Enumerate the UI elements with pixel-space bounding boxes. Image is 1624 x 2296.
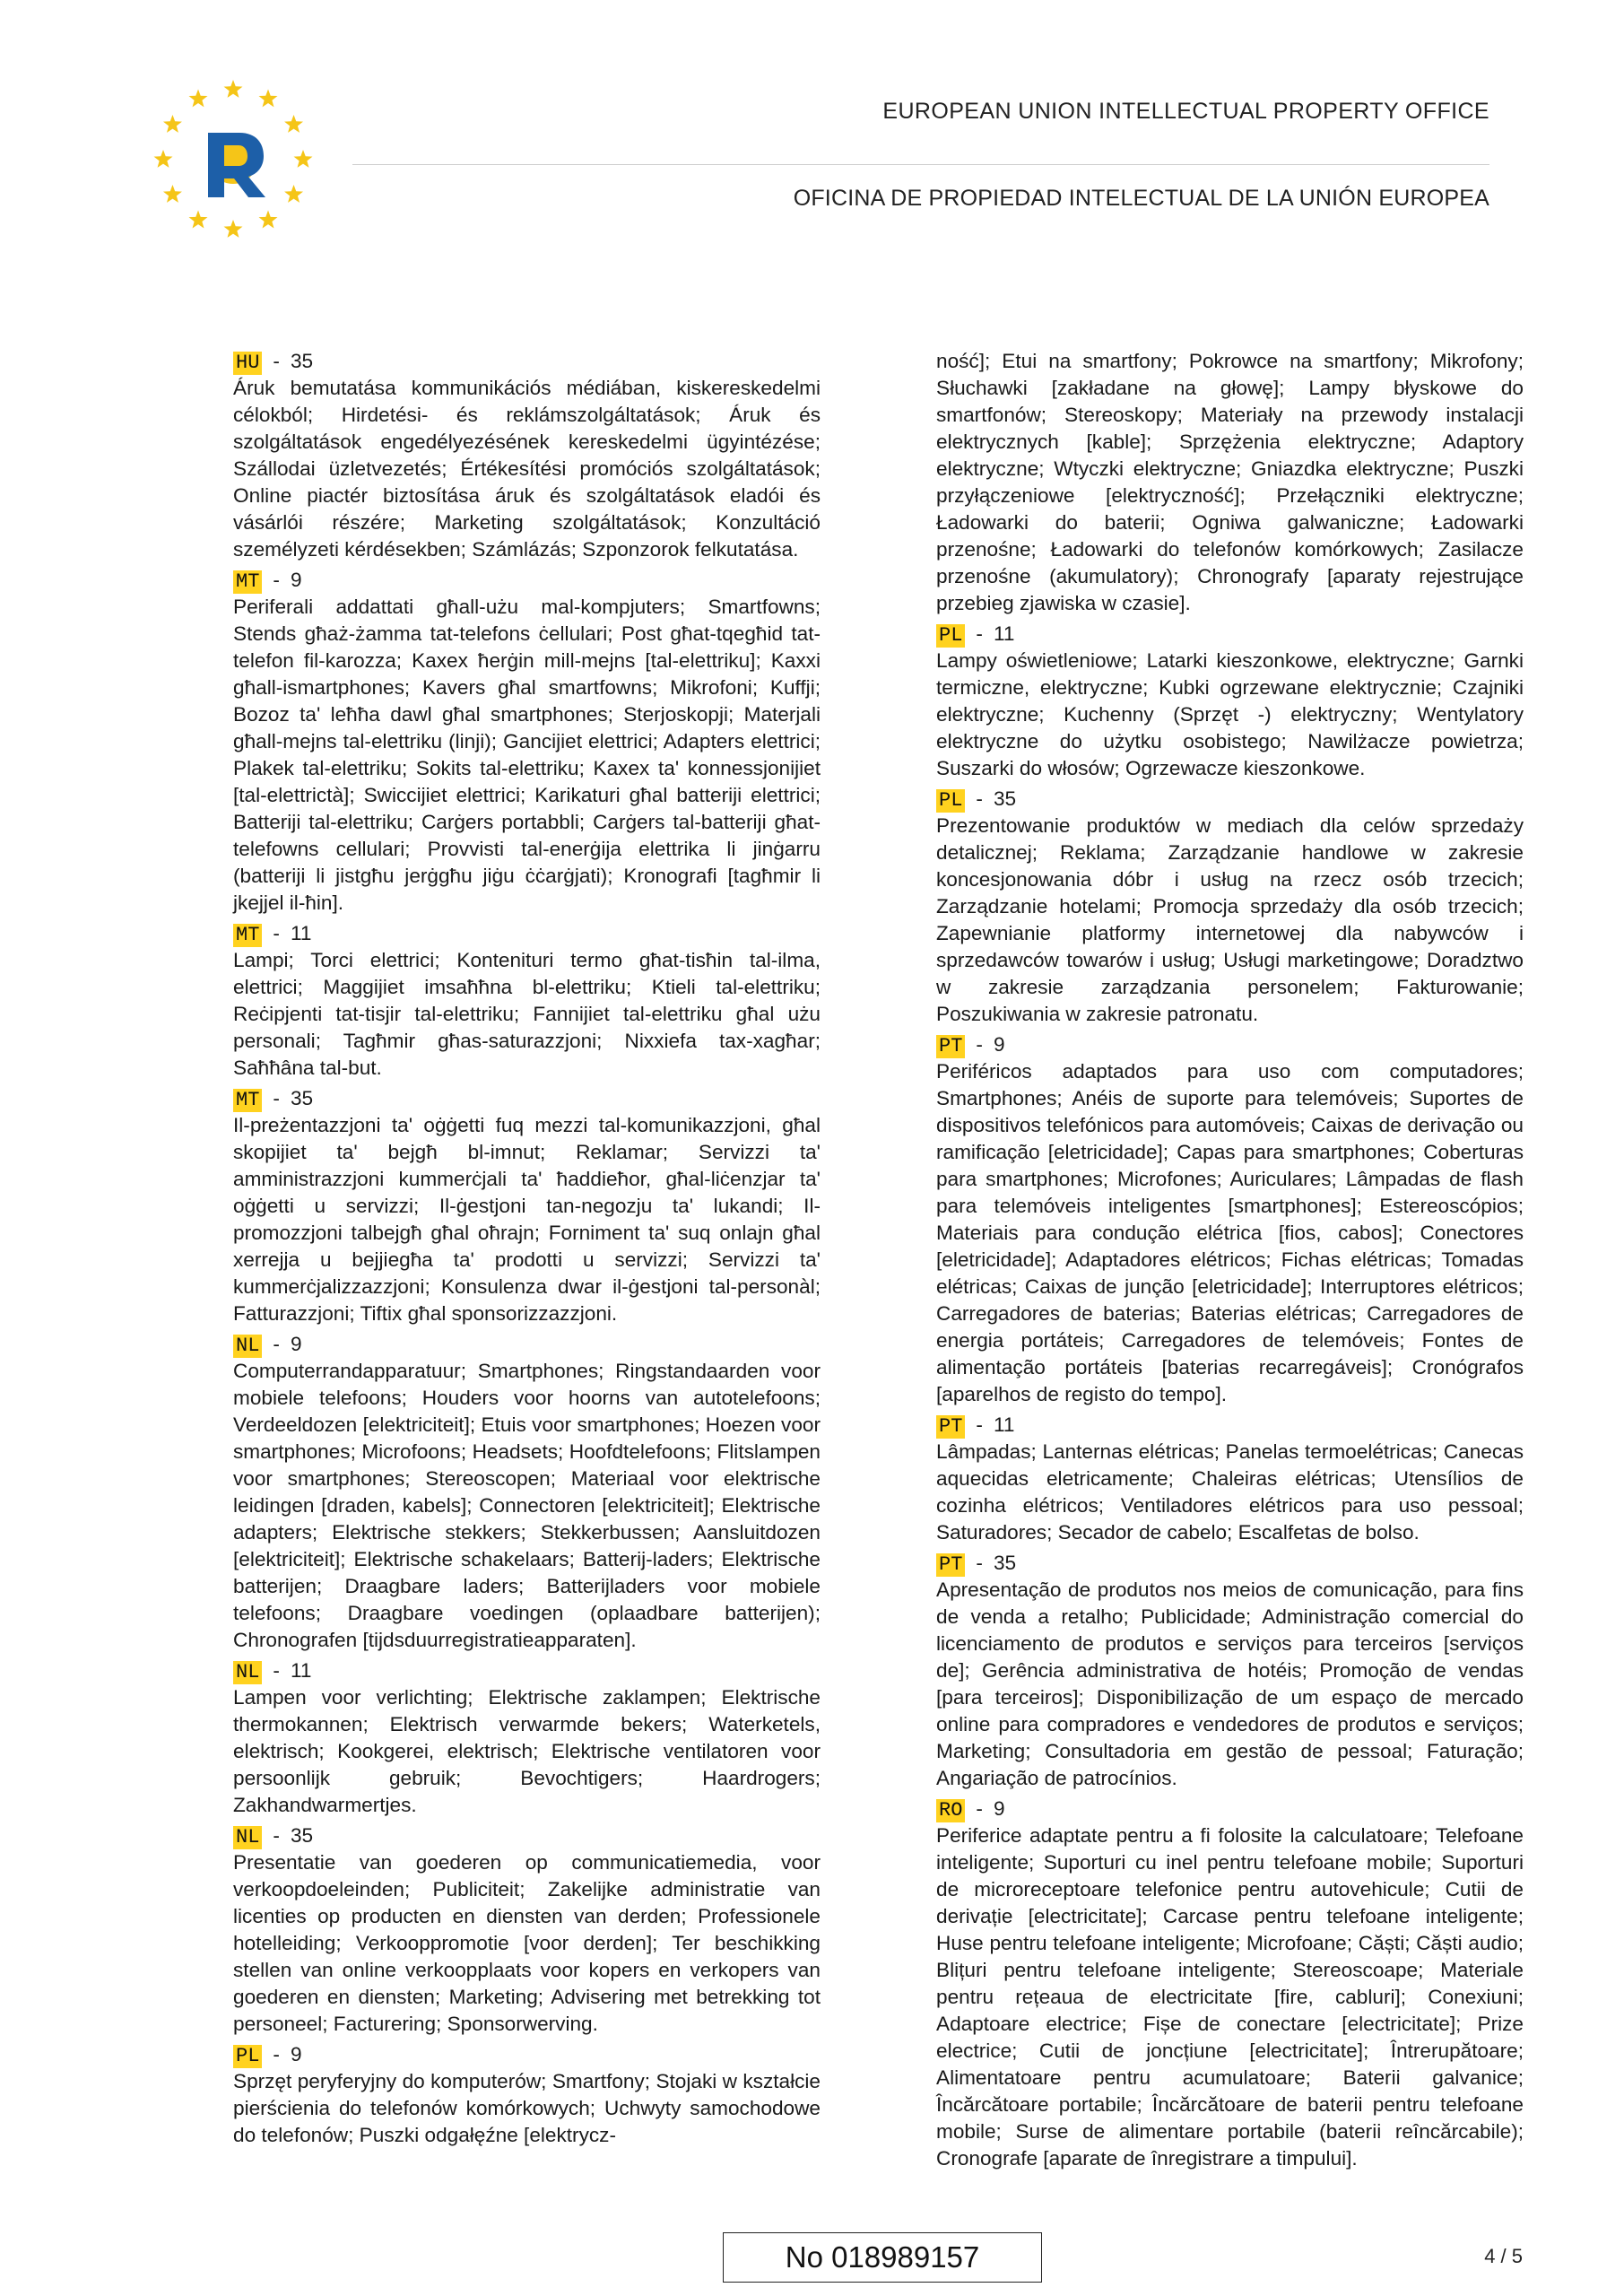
goods-services-text: Il-preżentazzjoni ta' oġġetti fuq mezzi tal-komunikazzjoni, għal skopijiet ta' bejgħ bl-imnut; Reklamar; Servizzi ta' amministrazzjoni kummerċjali ta' ħaddieħor, għal-liċenzjar ta' oġġetti u servizzi; Il-ġestjoni tan-negozju ta' lukandi; Il-promozzjoni talbejgħ għal oħrajn; Forniment ta' suq onlajn għal xerrejja u bejjiegħa ta' prodotti u servizzi; Servizzi ta' kummerċjalizzazzjoni; Konsulenza dwar il-ġestjoni tal-personàl; Fatturazzjoni; Tiftix għal sponsorizzazzjoni.: [233, 1114, 821, 1325]
class-entry: MT - 35 Il-preżentazzjoni ta' oġġetti fuq mezzi tal-komunikazzjoni, għal skopijiet ta' bejgħ bl-imnut; Reklamar; Servizzi ta' amministrazzjoni kummerċjali ta' ħaddieħor, għal-liċenzjar ta' oġġetti u servizzi; Il-ġestjoni tan-negozju ta' lukandi; Il-promozzjoni talbejgħ għal oħrajn; Forniment ta' suq onlajn għal xerrejja u bejjiegħa ta' prodotti u servizzi; Servizzi ta' kummerċjalizzazzjoni; Konsulenza dwar il-ġestjoni tal-personàl; Fatturazzjoni; Tiftix għal sponsorizzazzjoni.: [233, 1085, 821, 1327]
goods-services-text: Apresentação de produtos nos meios de comunicação, para fins de venda a retalho; Publicidade; Administração comercial do licenciamento de produtos e serviços para terceiros [serviços de]; Gerência administrativa de hotéis; Promoção de vendas [para terceiros]; Disponibilização de um espaço de mercado online para compradores e vendedores de produtos e serviços; Marketing; Consultadoria em gestão de pessoal; Faturação; Angariação de patrocínios.: [936, 1578, 1524, 1789]
logo-star-icon: [189, 211, 208, 229]
class-number: 35: [290, 1087, 314, 1109]
logo-star-icon: [163, 115, 182, 133]
goods-services-text: Periferice adaptate pentru a fi folosite la calculatoare; Telefoane inteligente; Suporturi cu inel pentru telefoane mobile; Suporturi de microreceptoare telefonice pentru autovehicule; Cutii de derivație [electricitate]; Carcase pentru telefoane inteligente; Huse pentru telefoane inteligente; Microfoane; Căști; Căști audio; Blițuri pentru telefoane inteligente; Stereoscoape; Materiale pentru rețeaua de electricitate [fire, cabluri]; Conexiuni; Adaptoare electrice; Fișe de conectare [electricitate]; Prize electrice; Cutii de joncțiune [electricitate]; Întrerupătoare; Alimentatoare pentru acumulatoare; Baterii galvanice; Încărcătoare portabile; Încărcătoare de baterii pentru telefoane mobile; Surse de alimentare portabile (baterii reîncărcabile); Cronografe [aparate de înregistrare a timpului].: [936, 1824, 1524, 2170]
class-number: 35: [290, 1824, 314, 1847]
language-code: MT: [233, 570, 262, 594]
language-code: PL: [936, 624, 965, 648]
class-number: 11: [993, 622, 1015, 645]
office-name-en: EUROPEAN UNION INTELLECTUAL PROPERTY OFFICE: [882, 99, 1489, 124]
language-code: PT: [936, 1553, 965, 1577]
language-code: HU: [233, 352, 262, 375]
class-number: 35: [290, 350, 314, 372]
euipo-logo: [152, 79, 314, 240]
language-code: NL: [233, 1661, 262, 1684]
class-entry: PT - 11 Lâmpadas; Lanternas elétricas; Panelas termoelétricas; Canecas aquecidas eletricamente; Chaleiras elétricas; Utensílios de cozinha elétricos; Ventiladores elétricos para uso pessoal; Saturadores; Secador de cabelo; Escalfetas de bolso.: [936, 1412, 1524, 1546]
logo-star-icon: [284, 185, 303, 203]
right-column: [936, 348, 1524, 2176]
header-divider: [352, 164, 1489, 165]
class-number: 9: [993, 1797, 1005, 1820]
logo-star-icon: [224, 80, 243, 98]
class-entry: PT - 9 Periféricos adaptados para uso com computadores; Smartphones; Anéis de suporte para telemóveis; Suportes de dispositivos telefónicos para automóveis; Caixas de derivação ou ramificação [eletricidade]; Capas para smartphones; Coberturas para smartphones; Microfones; Auriculares; Lâmpadas de flash para telemóveis inteligentes [smartphones]; Estereoscópios; Materiais para condução elétrica [fios, cabos]; Conectores [eletricidade]; Adaptadores elétricos; Fichas elétricas; Tomadas elétricas; Caixas de junção [eletricidade]; Interruptores elétricos; Carregadores de baterias; Baterias elétricas; Carregadores de energia portáteis; Carregadores de telemóveis; Fontes de alimentação portáteis [baterias recarregáveis]; Cronógrafos [aparelhos de registo do tempo].: [936, 1031, 1524, 1408]
goods-services-text: Lampy oświetleniowe; Latarki kieszonkowe, elektryczne; Garnki termiczne, elektryczne; Kubki ogrzewane elektrycznie; Czajniki elektryczne; Kuchenny (Sprzęt -) elektryczny; Wentylatory elektryczne do użytku osobistego; Nawilżacze powietrza; Suszarki do włosów; Ogrzewacze kieszonkowe.: [936, 649, 1524, 779]
registration-number: No 018989157: [723, 2232, 1042, 2283]
class-entry: HU - 35 Áruk bemutatása kommunikációs médiában, kiskereskedelmi célokból; Hirdetési- és reklámszolgáltatások; Áruk és szolgáltatások engedélyezésének kereskedelmi ügyintézése; Szállodai üzletvezetés; Értékesítési promóciós szolgáltatások; Online piactér biztosítása áruk és szolgáltatások eladói és vásárlói részére; Marketing szolgáltatások; Konzultáció személyzeti kérdésekben; Számlázás; Szponzorok felkutatása.: [233, 348, 821, 563]
logo-star-icon: [189, 89, 208, 107]
logo-star-icon: [154, 150, 173, 168]
class-number: 35: [993, 787, 1017, 810]
language-code: RO: [936, 1799, 965, 1822]
class-entry: NL - 11 Lampen voor verlichting; Elektrische zaklampen; Elektrische thermokannen; Elektrisch verwarmde bekers; Waterketels, elektrisch; Kookgerei, elektrisch; Elektrische ventilatoren voor persoonlijk gebruik; Bevochtigers; Haardrogers; Zakhandwarmertjes.: [233, 1657, 821, 1819]
logo-star-icon: [284, 115, 303, 133]
class-number: 9: [290, 569, 302, 591]
goods-services-text: Sprzęt peryferyjny do komputerów; Smartfony; Stojaki w kształcie pierścienia do telefonów komórkowych; Uchwyty samochodowe do telefonów; Puszki odgałęźne [elektrycz-: [233, 2070, 821, 2146]
class-entry: PL - 35 Prezentowanie produktów w mediach dla celów sprzedaży detalicznej; Reklama; Zarządzanie handlowe w zakresie koncesjonowania dóbr i usług na rzecz osób trzecich; Zarządzanie hotelami; Promocja sprzedaży dla osób trzecich; Zapewnianie platformy internetowej dla nabywców i sprzedawców towarów i usług; Usługi marketingowe; Doradztwo w zakresie zarządzania personelem; Fakturowanie; Poszukiwania w zakresie patronatu.: [936, 786, 1524, 1028]
left-column: [233, 348, 821, 2152]
page-number: 4 / 5: [1484, 2245, 1523, 2267]
goods-services-text: Lampi; Torci elettrici; Kontenituri termo għat-tisħin tal-ilma, elettrici; Maggijiet imsaħħna bl-elettriku; Ktieli tal-elettriku; Reċipjenti tat-tisjir tal-elettriku; Fannijiet tal-elettriku għal użu personali; Tagħmir għas-saturazzjoni; Nixxiefa tax-xagħar; Saħħâna tal-but.: [233, 949, 821, 1079]
logo-star-icon: [259, 89, 278, 107]
language-code: NL: [233, 1826, 262, 1849]
logo-star-icon: [294, 150, 313, 168]
class-number: 9: [993, 1033, 1005, 1056]
class-entry: PL - 11 Lampy oświetleniowe; Latarki kieszonkowe, elektryczne; Garnki termiczne, elektryczne; Kubki ogrzewane elektrycznie; Czajniki elektryczne; Kuchenny (Sprzęt -) elektryczny; Wentylatory elektryczne do użytku osobistego; Nawilżacze powietrza; Suszarki do włosów; Ogrzewacze kieszonkowe.: [936, 621, 1524, 782]
goods-services-text: Presentatie van goederen op communicatiemedia, voor verkoopdoeleinden; Publiciteit; Zakelijke administratie van licenties op producten en diensten van derden; Professionele hotelleiding; Verkooppromotie [voor derden]; Ter beschikking stellen van online verkoopplaats voor kopers en verkopers van goederen en diensten; Marketing; Advisering met betrekking tot personeel; Facturering; Sponsorwerving.: [233, 1851, 821, 2035]
logo-star-icon: [259, 211, 278, 229]
language-code: PL: [936, 789, 965, 813]
office-name-es: OFICINA DE PROPIEDAD INTELECTUAL DE LA UNIÓN EUROPEA: [793, 186, 1489, 211]
goods-services-text: Computerrandapparatuur; Smartphones; Ringstandaarden voor mobiele telefoons; Houders voor hoorns van autotelefoons; Verdeeldozen [elektriciteit]; Etuis voor smartphones; Hoezen voor smartphones; Microfoons; Headsets; Hoofdtelefoons; Flitslampen voor smartphones; Stereoscopen; Materiaal voor elektrische leidingen [draden, kabels]; Connectoren [elektriciteit]; Elektrische adapters; Elektrische stekkers; Stekkerbussen; Aansluitdozen [elektriciteit]; Elektrische schakelaars; Batterij-laders; Elektrische batterijen; Draagbare laders; Batterijladers voor mobiele telefoons; Draagbare voedingen (oplaadbare batterijen); Chronografen [tijdsduurregistratieapparaten].: [233, 1360, 821, 1651]
class-number: 35: [993, 1552, 1017, 1574]
language-code: PT: [936, 1415, 965, 1439]
continued-text: ność]; Etui na smartfony; Pokrowce na smartfony; Mikrofony; Słuchawki [zakładane na głowę]; Lampy błyskowe do smartfonów; Stereoskopy; Materiały na przewody instalacji elektrycznych [kable]; Sprzężenia elektryczne; Adaptory elektryczne; Wtyczki elektryczne; Gniazdka elektryczne; Puszki przyłączeniowe [elektryczność]; Przełączniki elektryczne; Ładowarki do baterii; Ogniwa galwaniczne; Ładowarki przenośne; Ładowarki do telefonów komórkowych; Zasilacze przenośne (akumulatory); Chronografy [aparaty rejestrujące przebieg zjawiska w czasie].: [936, 350, 1524, 614]
goods-services-text: Prezentowanie produktów w mediach dla celów sprzedaży detalicznej; Reklama; Zarządzanie handlowe w zakresie koncesjonowania dóbr i usług na rzecz osób trzecich; Zarządzanie hotelami; Promocja sprzedaży dla osób trzecich; Zapewnianie platformy internetowej dla nabywców i sprzedawców towarów i usług; Usługi marketingowe; Doradztwo w zakresie zarządzania personelem; Fakturowanie; Poszukiwania w zakresie patronatu.: [936, 814, 1524, 1025]
class-entry: MT - 9 Periferali addattati għall-użu mal-kompjuters; Smartfowns; Stends għaż-żamma tat-telefons ċellulari; Post għat-tqegħid tat-telefon fil-karozza; Kaxex ħerġin mill-mejns [tal-elettriku]; Kaxxi għall-ismartphones; Kavers għal smartfowns; Mikrofoni; Kuffji; Bozoz ta' leħħa dawl għal smartphones; Sterjoskopji; Materjali għall-mejns tal-elettriku (linji); Gancijiet elettrici; Adapters elettrici; Plakek tal-elettriku; Sokits tal-elettriku; Kaxex ta' konnessjonijiet [tal-elettrictà]; Swiccijiet elettrici; Karikaturi għal batteriji elettrici; Batteriji tal-elettriku; Carġers portabbli; Carġers tal-batteriji għat-telefowns cellulari; Provvisti tal-enerġija elettrika li jinġarru (batteriji li jistgħu jerġgħu jiġu ċċarġjati); Kronografi [tagħmir li jkejjel il-ħin].: [233, 567, 821, 917]
goods-services-text: Áruk bemutatása kommunikációs médiában, kiskereskedelmi célokból; Hirdetési- és reklámszolgáltatások; Áruk és szolgáltatások engedélyezésének kereskedelmi ügyintézése; Szállodai üzletvezetés; Értékesítési promóciós szolgáltatások; Online piactér biztosítása áruk és szolgáltatások eladói és vásárlói részére; Marketing szolgáltatások; Konzultáció személyzeti kérdésekben; Számlázás; Szponzorok felkutatása.: [233, 377, 821, 561]
class-number: 11: [290, 1659, 312, 1682]
language-code: NL: [233, 1335, 262, 1358]
language-code: MT: [233, 924, 262, 947]
goods-services-text: Lâmpadas; Lanternas elétricas; Panelas termoelétricas; Canecas aquecidas eletricamente; Chaleiras elétricas; Utensílios de cozinha elétricos; Ventiladores elétricos para uso pessoal; Saturadores; Secador de cabelo; Escalfetas de bolso.: [936, 1440, 1524, 1544]
class-entry: PT - 35 Apresentação de produtos nos meios de comunicação, para fins de venda a retalho; Publicidade; Administração comercial do licenciamento de produtos e serviços para terceiros [serviços de]; Gerência administrativa de hotéis; Promoção de vendas [para terceiros]; Disponibilização de um espaço de mercado online para compradores e vendedores de produtos e serviços; Marketing; Consultadoria em gestão de pessoal; Faturação; Angariação de patrocínios.: [936, 1550, 1524, 1792]
class-number: 9: [290, 2043, 302, 2066]
class-entry: PL - 9 Sprzęt peryferyjny do komputerów; Smartfony; Stojaki w kształcie pierścienia do telefonów komórkowych; Uchwyty samochodowe do telefonów; Puszki odgałęźne [elektrycz-: [233, 2041, 821, 2149]
page-header: [0, 0, 1624, 269]
goods-services-text: Lampen voor verlichting; Elektrische zaklampen; Elektrische thermokannen; Elektrisch verwarmde bekers; Waterketels, elektrisch; Kookgerei, elektrisch; Elektrische ventilatoren voor persoonlijk gebruik; Bevochtigers; Haardrogers; Zakhandwarmertjes.: [233, 1686, 821, 1816]
class-number: 11: [290, 922, 312, 944]
class-number: 9: [290, 1333, 302, 1355]
class-entry: NL - 35 Presentatie van goederen op communicatiemedia, voor verkoopdoeleinden; Publiciteit; Zakelijke administratie van licenties op producten en diensten van derden; Professionele hotelleiding; Verkooppromotie [voor derden]; Ter beschikking stellen van online verkoopplaats voor kopers en verkopers van goederen en diensten; Marketing; Advisering met betrekking tot personeel; Facturering; Sponsorwerving.: [233, 1822, 821, 2038]
language-code: PT: [936, 1035, 965, 1058]
class-entry: MT - 11 Lampi; Torci elettrici; Kontenituri termo għat-tisħin tal-ilma, elettrici; Maggijiet imsaħħna bl-elettriku; Ktieli tal-elettriku; Reċipjenti tat-tisjir tal-elettriku; Fannijiet tal-elettriku għal użu personali; Tagħmir għas-saturazzjoni; Nixxiefa tax-xagħar; Saħħâna tal-but.: [233, 920, 821, 1082]
class-entry: RO - 9 Periferice adaptate pentru a fi folosite la calculatoare; Telefoane inteligente; Suporturi cu inel pentru telefoane mobile; Suporturi de microreceptoare telefonice pentru autovehicule; Cutii de derivație [electricitate]; Carcase pentru telefoane inteligente; Huse pentru telefoane inteligente; Microfoane; Căști; Căști audio; Blițuri pentru telefoane inteligente; Stereoscoape; Materiale pentru rețeaua de electricitate [fire, cabluri]; Conexiuni; Adaptoare electrice; Fișe de conectare [electricitate]; Prize electrice; Cutii de joncțiune [electricitate]; Întrerupătoare; Alimentatoare pentru acumulatoare; Baterii galvanice; Încărcătoare portabile; Încărcătoare de baterii pentru telefoane mobile; Surse de alimentare portabile (baterii reîncărcabile); Cronografe [aparate de înregistrare a timpului].: [936, 1796, 1524, 2172]
goods-services-text: Periféricos adaptados para uso com computadores; Smartphones; Anéis de suporte para telemóveis; Suportes de dispositivos telefónicos para automóveis; Caixas de derivação ou ramificação [eletricidade]; Capas para smartphones; Coberturas para smartphones; Microfones; Auriculares; Lâmpadas de flash para telemóveis inteligentes [smartphones]; Estereoscópios; Materiais para condução elétrica [fios, cabos]; Conectores [eletricidade]; Adaptadores elétricos; Fichas elétricas; Tomadas elétricas; Caixas de junção [eletricidade]; Interruptores elétricos; Carregadores de baterias; Baterias elétricas; Carregadores de energia portáteis; Carregadores de telemóveis; Fontes de alimentação portáteis [baterias recarregáveis]; Cronógrafos [aparelhos de registo do tempo].: [936, 1060, 1524, 1405]
language-code: PL: [233, 2045, 262, 2068]
logo-star-icon: [163, 185, 182, 203]
goods-services-text: Periferali addattati għall-użu mal-kompjuters; Smartfowns; Stends għaż-żamma tat-telefons ċellulari; Post għat-tqegħid tat-telefon fil-karozza; Kaxex ħerġin mill-mejns [tal-elettriku]; Kaxxi għall-ismartphones; Kavers għal smartfowns; Mikrofoni; Kuffji; Bozoz ta' leħħa dawl għal smartphones; Sterjoskopji; Materjali għall-mejns tal-elettriku (linji); Gancijiet elettrici; Adapters elettrici; Plakek tal-elettriku; Sokits tal-elettriku; Kaxex ta' konnessjonijiet [tal-elettrictà]; Swiccijiet elettrici; Karikaturi għal batteriji elettrici; Batteriji tal-elettriku; Carġers portabbli; Carġers tal-batteriji għat-telefowns cellulari; Provvisti tal-enerġija elettrika li jinġarru (batteriji li jistgħu jerġgħu jiġu ċċarġjati); Kronografi [tagħmir li jkejjel il-ħin].: [233, 596, 821, 914]
class-entry: NL - 9 Computerrandapparatuur; Smartphones; Ringstandaarden voor mobiele telefoons; Houders voor hoorns van autotelefoons; Verdeeldozen [elektriciteit]; Etuis voor smartphones; Hoezen voor smartphones; Microfoons; Headsets; Hoofdtelefoons; Flitslampen voor smartphones; Stereoscopen; Materiaal voor elektrische leidingen [draden, kabels]; Connectoren [elektriciteit]; Elektrische adapters; Elektrische stekkers; Stekkerbussen; Aansluitdozen [elektriciteit]; Elektrische schakelaars; Batterij-laders; Elektrische batterijen; Draagbare laders; Batterijladers voor mobiele telefoons; Draagbare voedingen (oplaadbare batterijen); Chronografen [tijdsduurregistratieapparaten].: [233, 1331, 821, 1654]
class-number: 11: [993, 1413, 1015, 1436]
logo-star-icon: [224, 220, 243, 238]
language-code: MT: [233, 1089, 262, 1112]
